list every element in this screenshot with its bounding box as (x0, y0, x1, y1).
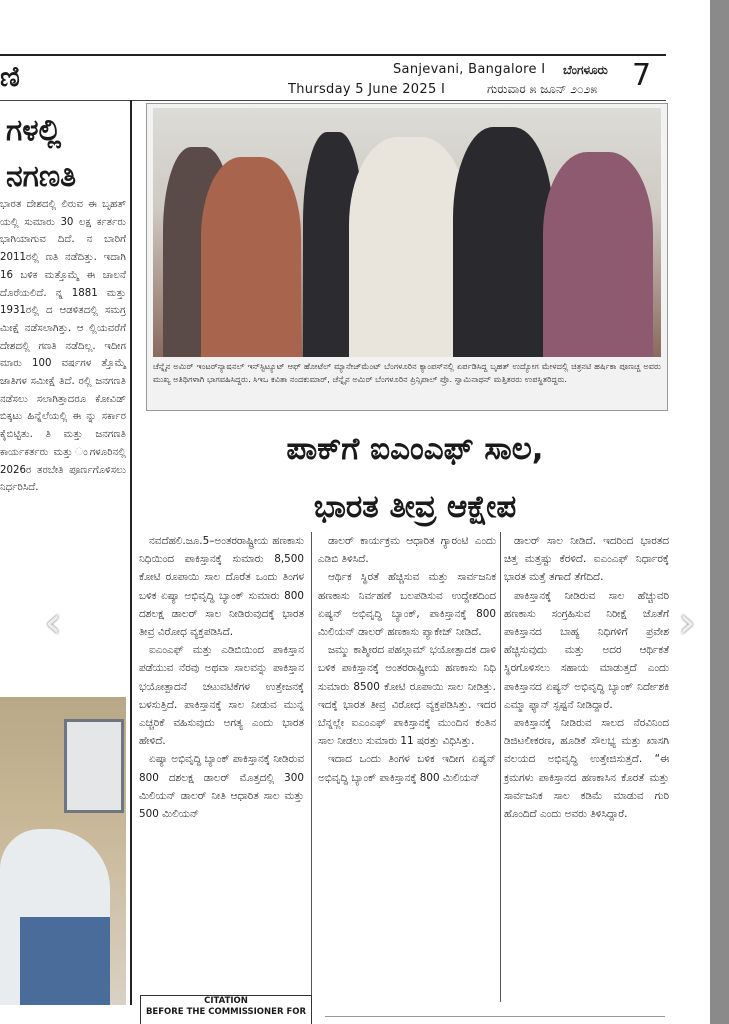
column-divider (130, 100, 132, 1005)
citation-title: CITATION (204, 996, 248, 1006)
citation-line: BEFORE THE COMMISSIONER FOR (145, 1007, 307, 1017)
photo-figure (543, 152, 653, 357)
article-paragraph: ಡಾಲರ್ ಕಾರ್ಯಕ್ರಮ ಆಧಾರಿತ ಗ್ಯಾರಂಟಿ ಎಂದು ಎಡಿಬಿ ತಿಳಿಸಿದೆ. (318, 535, 496, 566)
left-headline-line1: ಗಳಲ್ಲಿ (6, 113, 62, 148)
left-headline-line2: ನಗಣತಿ (6, 159, 77, 194)
header-top-rule (0, 54, 666, 56)
column-divider (311, 532, 312, 1002)
column-divider (500, 532, 501, 1002)
photo-figure (453, 127, 553, 357)
main-headline-line2: ಭಾರತ ತೀವ್ರ ಆಕ್ಷೇಪ (313, 489, 517, 525)
photo-jeans (20, 917, 110, 1005)
photo-figure (201, 157, 301, 357)
photo-caption: ಚೆನ್ನೈನ ಅಮಿರ್ ಇಂಟರ್‌ನ್ಯಾಷನಲ್ ಇನ್‌ಸ್ಟಿಟ್ಯೂಟ್ ಆಫ್ ಹೋಟೆಲ್ ಮ್ಯಾನೇಜ್‌ಮೆಂಟ್ ಬೆಂಗಳೂರಿನ ಕ್ಯಾಂಪಸ್‌ನಲ್ಲಿ ಏರ್ಪಡಿಸಿದ್ದ ಬೃಹತ್ ಉದ್ಯೋಗ ಮೇಳದಲ್ಲಿ ಚಿತ್ರನಟಿ ಹರ್ಷಿಕಾ ಪೂಣಚ್ಚ ಅವರು ಮುಖ್ಯ ಅತಿಥಿಗಳಾಗಿ ಭಾಗವಹಿಸಿದ್ದರು. ಸಿಇಒ ಕವಿತಾ ನಂದಕುಮಾರ್, ಚೆನ್ನೈನ ಅಮಿರ್ ಬೆಂಗಳೂರಿನ ಪ್ರಿನ್ಸಿಪಾಲ್ ಪ್ರೊ. ಸ್ವಾಮಿನಾಥನ್ ಮತ್ತಿತರರು ಉಪಸ್ಥಿತರಿದ್ದರು. (153, 361, 661, 384)
next-page-chevron-icon[interactable]: › (678, 597, 696, 648)
citation-box (140, 995, 312, 1024)
left-photo (0, 697, 126, 1005)
date-kannada: ಗುರುವಾರ ೫ ಜೂನ್ ೨೦೨೫ (487, 82, 598, 96)
main-headline-line1: ಪಾಕ್‌ಗೆ ಐಎಂಎಫ್ ಸಾಲ, (286, 431, 544, 467)
article-paragraph: ಡಾಲರ್ ಸಾಲ ನೀಡಿದೆ. ಇದರಿಂದ ಭಾರತದ ಚಿತ್ತ ಮತ್ತಷ್ಟು ಕೆರಳಿದೆ. ಐಎಂಎಫ್ ನಿರ್ಧಾರಕ್ಕೆ ಭಾರತ ಮತ್ತೆ ತಗಾದೆ ತೆಗೆದಿದೆ. (504, 535, 669, 584)
page-number: 7 (632, 58, 652, 93)
wall-frame (64, 719, 124, 813)
left-story-headline (6, 108, 76, 200)
article-column-1 (139, 532, 304, 823)
article-column-2 (318, 532, 496, 787)
group-photo (153, 108, 661, 357)
article-paragraph: ಆರ್ಥಿಕ ಸ್ಥಿರತೆ ಹೆಚ್ಚಿಸುವ ಮತ್ತು ಸಾರ್ವಜನಿಕ ಹಣಕಾಸು ನಿರ್ವಹಣೆ ಬಲಪಡಿಸುವ ಉದ್ದೇಶದಿಂದ ಏಷ್ಯನ್ ಅಭಿವೃದ್ಧಿ ಬ್ಯಾಂಕ್, ಪಾಕಿಸ್ತಾನಕ್ಕೆ 800 ಮಿಲಿಯನ್ ಡಾಲರ್ ಹಣಕಾಸು ಪ್ಯಾಕೇಜ್ ನೀಡಿದೆ. (318, 571, 496, 639)
scrollbar[interactable] (710, 0, 729, 1024)
bottom-box-edge (325, 1016, 665, 1024)
paper-name: Sanjevani, Bangalore I (393, 62, 546, 77)
article-paragraph: ಪಾಕಿಸ್ತಾನಕ್ಕೆ ನೀಡಿರುವ ಸಾಲದ ನೆರವಿನಿಂದ ಡಿಜಿಟಲೀಕರಣ, ಹೂಡಿಕೆ ಸೌಲಭ್ಯ ಮತ್ತು ಖಾಸಗಿ ವಲಯದ ಅಭಿವೃದ್ಧಿ ಉತ್ತೇಜಿಸುತ್ತದೆ. “ಈ ಕ್ರಮಗಳು ಪಾಕಿಸ್ತಾನದ ಹಣಕಾಸಿನ ಕೊರತೆ ಮತ್ತು ಸಾರ್ವಜನಿಕ ಸಾಲ ಕಡಿಮೆ ಮಾಡುವ ಗುರಿ ಹೊಂದಿದೆ ಎಂದು ಅವರು ತಿಳಿಸಿದ್ದಾರೆ. (504, 717, 669, 821)
main-headline (135, 420, 695, 536)
news-photo (146, 103, 668, 411)
date-english: Thursday 5 June 2025 I (288, 82, 446, 97)
left-story-text: ಭಾರತ ದೇಶದಲ್ಲಿ ಲಿರುವ ಈ ಬೃಹತ್ ಯಲ್ಲಿ ಸುಮಾರು 30 ಲಕ್ಷ ರ್ಕರ್ತರು ಭಾಗಿಯಾಗುವ ದಿದೆ. ನ ಬಾರಿಗೆ 2011ರಲ್ಲಿ ಣತಿ ನಡೆದಿತ್ತು. ಇದಾಗಿ 16 ಬಳಿಕ ಮತ್ತೊಮ್ಮೆ ಈ ಚಾಲನೆ ದೊರೆಯಲಿದೆ. ನ್ನ 1881 ಮತ್ತು 1931ರಲ್ಲಿ ದ ಆಡಳಿತದಲ್ಲಿ ಸಮಗ್ರ ಮೀಕ್ಷೆ ನಡೆಸಲಾಗಿತ್ತು. ಆ ಲ್ಲಿಯವರೆಗೆ ದೇಶದಲ್ಲಿ ಗಣತಿ ನಡೆದಿಲ್ಲ. ಇದೀಗ ಮಾರು 100 ವರ್ಷಗಳ ತ್ತೊಮ್ಮೆ ಜಾತಿಗಳ ಸಮೀಕ್ಷೆ ತಿದೆ. ರಲ್ಲಿ ಜನಗಣತಿ ನಡೆಸಲು ಸಲಾಗಿತ್ತಾದರೂ ಕೋವಿಡ್ ಬಿಕ್ಕಟು ಹಿನ್ನೆಲೆಯಲ್ಲಿ ಈ ನ್ನು ಸರ್ಕಾರ ಕೈಬಿಟ್ಟಿತು. ತಿ ಮತ್ತು ಜನಗಣತಿ ಕಾರ್ಯಕರ್ತರು ಮತ್ತು ಂಗಳೂರಿನಲ್ಲಿ 2026ರ ತರಬೇತಿ ಪೂರ್ಣಗೊಳಿಸಲು ನಿರ್ಧರಿಸಿದೆ. (0, 199, 126, 494)
prev-page-chevron-icon[interactable]: ‹ (44, 597, 62, 648)
city-kannada: ಬೆಂಗಳೂರು (563, 63, 608, 77)
article-paragraph: ಐಎಂಎಫ್ ಮತ್ತು ಎಡಿಬಿಯಿಂದ ಪಾಕಿಸ್ತಾನ ಪಡೆಯುವ ನೆರವು ಅಥವಾ ಸಾಲವನ್ನು ಪಾಕಿಸ್ತಾನ ಭಯೋತ್ಪಾದನೆ ಚಟುವಟಿಕೆಗಳ ಉತ್ತೇಜನಕ್ಕೆ ಬಳಸುತ್ತಿದೆ. ಪಾಕಿಸ್ತಾನಕ್ಕೆ ಸಾಲ ನೀಡುವ ಮುನ್ನ ಎಚ್ಚರಿಕೆ ವಹಿಸುವುದು ಅಗತ್ಯ ಎಂದು ಭಾರತ ಹೇಳಿದೆ. (139, 644, 304, 748)
left-story-body (0, 196, 126, 497)
article-paragraph: ಪಾಕಿಸ್ತಾನಕ್ಕೆ ನೀಡಿರುವ ಸಾಲ ಹೆಚ್ಚುವರಿ ಹಣಕಾಸು ಸಂಗ್ರಹಿಸುವ ನಿರೀಕ್ಷೆ ಜೊತೆಗೆ ಪಾಕಿಸ್ತಾನದ ಬಾಹ್ಯ ನಿಧಿಗಳಿಗೆ ಪ್ರವೇಶ ಹೆಚ್ಚಿಸುವುದು ಮತ್ತು ಅದರ ಆರ್ಥಿಕತೆ ಸ್ಥಿರಗೊಳಿಸಲು ಸಹಾಯ ಮಾಡುತ್ತದೆ ಎಂದು ಪಾಕಿಸ್ತಾನದ ಏಷ್ಯನ್ ಅಭಿವೃದ್ಧಿ ಬ್ಯಾಂಕ್ ನಿರ್ದೇಶಕಿ ಎಮ್ಮಾ ಫ್ಯಾನ್ ಸ್ಪಷ್ಟನೆ ನೀಡಿದ್ದಾರೆ. (504, 589, 669, 711)
article-column-3 (504, 532, 669, 823)
article-paragraph: ಇದಾದ ಒಂದು ತಿಂಗಳ ಬಳಿಕ ಇದೀಗ ಏಷ್ಯನ್ ಅಭಿವೃದ್ಧಿ ಬ್ಯಾಂಕ್ ಪಾಕಿಸ್ತಾನಕ್ಕೆ 800 ಮಿಲಿಯನ್ (318, 753, 496, 784)
article-paragraph: ನವದೆಹಲಿ.ಜೂ.5–ಅಂತರರಾಷ್ಟ್ರೀಯ ಹಣಕಾಸು ನಿಧಿಯಿಂದ ಪಾಕಿಸ್ತಾನಕ್ಕೆ ಸುಮಾರು 8,500 ಕೋಟಿ ರೂಪಾಯಿ ಸಾಲ ದೊರೆತ ಒಂದು ತಿಂಗಳ ಬಳಿಕ ಏಷ್ಯಾ ಅಭಿವೃದ್ಧಿ ಬ್ಯಾಂಕ್ ಸುಮಾರು 800 ದಶಲಕ್ಷ ಡಾಲರ್ ಸಾಲ ನೀಡಿರುವುದಕ್ಕೆ ಭಾರತ ತೀವ್ರ ವಿರೋಧ ವ್ಯಕ್ತಪಡಿಸಿದೆ. (139, 535, 304, 639)
photo-figure (349, 137, 469, 357)
masthead-fragment: ಣಿ (0, 60, 20, 93)
article-paragraph: ಏಷ್ಯಾ ಅಭಿವೃದ್ಧಿ ಬ್ಯಾಂಕ್ ಪಾಕಿಸ್ತಾನಕ್ಕೆ ನೀಡಿರುವ 800 ದಶಲಕ್ಷ ಡಾಲರ್ ಮೊತ್ತದಲ್ಲಿ 300 ಮಿಲಿಯನ್ ಡಾಲರ್ ನೀತಿ ಆಧಾರಿತ ಸಾಲ ಮತ್ತು 500 ಮಿಲಿಯನ್ (139, 753, 304, 821)
header-bottom-rule (0, 100, 666, 101)
article-paragraph: ಜಮ್ಮು ಕಾಶ್ಮೀರದ ಪಹಲ್ಗಾಮ್ ಭಯೋತ್ಪಾದಕ ದಾಳಿ ಬಳಿಕ ಪಾಕಿಸ್ತಾನಕ್ಕೆ ಅಂತರರಾಷ್ಟ್ರೀಯ ಹಣಕಾಸು ನಿಧಿ ಸುಮಾರು 8500 ಕೋಟಿ ರೂಪಾಯಿ ಸಾಲ ನೀಡಿತ್ತು. ಇದಕ್ಕೆ ಭಾರತ ತೀವ್ರ ವಿರೋಧ ವ್ಯಕ್ತಪಡಿಸಿತ್ತು. ಇದರ ಬೆನ್ನಲ್ಲೇ ಐಎಂಎಫ್ ಪಾಕಿಸ್ತಾನಕ್ಕೆ ಮುಂದಿನ ಕಂತಿನ ಸಾಲ ನೀಡಲು ಸುಮಾರು 11 ಷರತ್ತು ವಿಧಿಸಿತ್ತು. (318, 644, 496, 748)
